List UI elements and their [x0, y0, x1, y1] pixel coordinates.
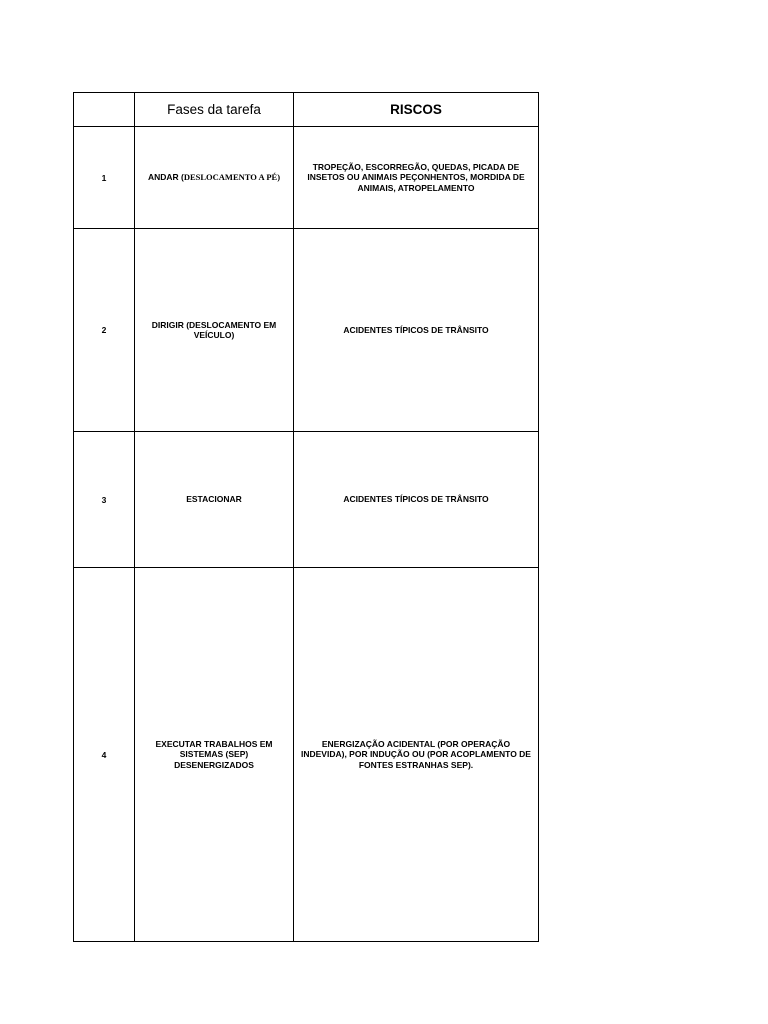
row-risks: ENERGIZAÇÃO ACIDENTAL (POR OPERAÇÃO INDEVIDA), POR INDUÇÃO OU (POR ACOPLAMENTO DE FONTES ESTRANHAS SEP). — [294, 568, 539, 942]
row-number: 1 — [74, 127, 135, 229]
table-row — [74, 229, 539, 432]
row-number: 3 — [74, 432, 135, 568]
row-phase: ESTACIONAR — [135, 432, 294, 568]
risk-table — [73, 92, 539, 942]
row-phase: DIRIGIR (DESLOCAMENTO EM VEÍCULO) — [135, 229, 294, 432]
row-phase-prefix: ANDAR ( — [147, 172, 184, 183]
table-row — [74, 568, 539, 942]
row-risks: TROPEÇÃO, ESCORREGÃO, QUEDAS, PICADA DE INSETOS OU ANIMAIS PEÇONHENTOS, MORDIDA DE ANIMAIS, ATROPELAMENTO — [294, 127, 539, 229]
header-number — [74, 93, 135, 127]
header-row — [74, 93, 539, 127]
row-risks: ACIDENTES TÍPICOS DE TRÂNSITO — [294, 229, 539, 432]
row-number: 2 — [74, 229, 135, 432]
row-phase-serif: DESLOCAMENTO A PÉ) — [183, 172, 281, 183]
row-risks: ACIDENTES TÍPICOS DE TRÂNSITO — [294, 432, 539, 568]
row-number: 4 — [74, 568, 135, 942]
header-risks: RISCOS — [294, 93, 539, 127]
table-row — [74, 127, 539, 229]
row-phase — [135, 127, 294, 229]
table-row — [74, 432, 539, 568]
row-phase: EXECUTAR TRABALHOS EM SISTEMAS (SEP) DESENERGIZADOS — [135, 568, 294, 942]
header-phase: Fases da tarefa — [135, 93, 294, 127]
